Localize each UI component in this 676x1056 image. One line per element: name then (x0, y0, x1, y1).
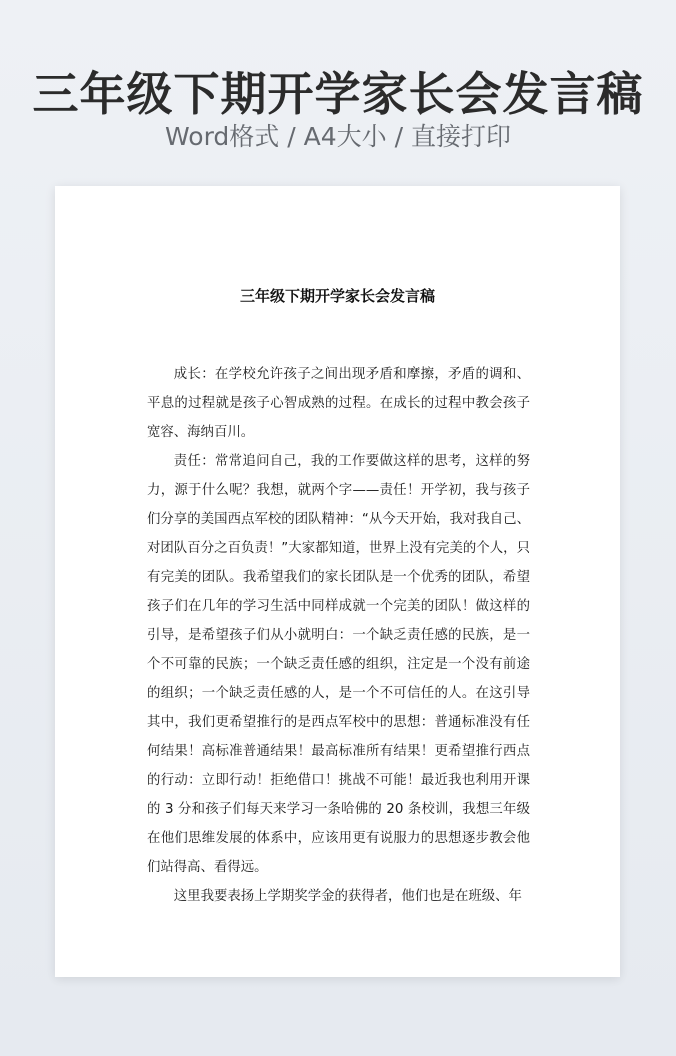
paragraph-responsibility: 责任：常常追问自己，我的工作要做这样的思考，这样的努力，源于什么呢？我想，就两个字——责任！开学初，我与孩子们分享的美国西点军校的团队精神：“从今天开始，我对我自己、对团队百分之百负责！”大家都知道，世界上没有完美的个人，只有完美的团队。我希望我们的家长团队是一个优秀的团队，希望孩子们在几年的学习生活中同样成就一个完美的团队！做这样的引导，是希望孩子们从小就明白：一个缺乏责任感的民族，是一个不可靠的民族；一个缺乏责任感的组织，注定是一个没有前途的组织；一个缺乏责任感的人，是一个不可信任的人。在这引导其中，我们更希望推行的是西点军校中的思想：普通标准没有任何结果！高标准普通结果！最高标准所有结果！更希望推行西点的行动：立即行动！拒绝借口！挑战不可能！最近我也利用开课的 3 分和孩子们每天来学习一条哈佛的 20 条校训，我想三年级在他们思维发展的体系中，应该用更有说服力的思想逐步教会他们站得高、看得远。 (147, 454, 530, 875)
banner-title: 三年级下期开学家长会发言稿 (32, 67, 644, 121)
banner-subtitle: Word格式 / A4大小 / 直接打印 (165, 122, 511, 151)
document-body (147, 360, 530, 911)
document-title: 三年级下期开学家长会发言稿 (239, 287, 435, 305)
paragraph-praise: 这里我要表扬上学期奖学金的获得者，他们也是在班级、年 (173, 889, 522, 904)
paragraph-growth: 成长：在学校允许孩子之间出现矛盾和摩擦，矛盾的调和、平息的过程就是孩子心智成熟的过程。在成长的过程中教会孩子宽容、海纳百川。 (147, 367, 530, 440)
document-page (55, 186, 620, 977)
